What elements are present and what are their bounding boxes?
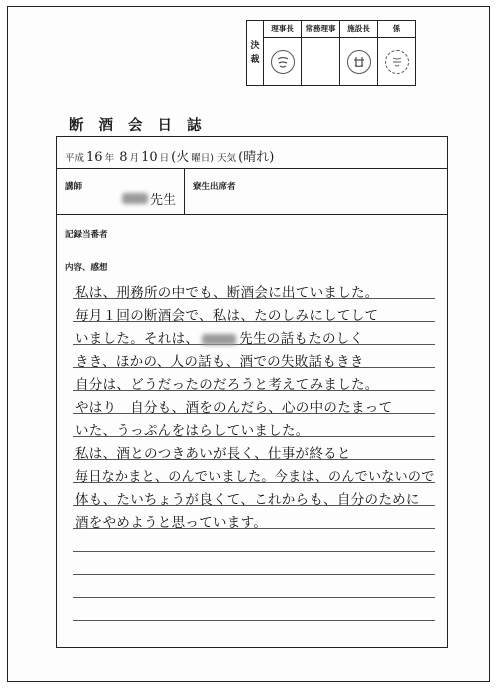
approval-header-executive-director: 常務理事 (302, 21, 339, 38)
content-label: 内容、感想 (65, 263, 108, 273)
journal-form (56, 136, 448, 648)
date-month-unit: 月 (129, 153, 140, 164)
ruled-line (73, 620, 435, 621)
approval-col-chairman (264, 21, 302, 85)
handwritten-line: きき、ほかの、人の話も、酒での失敗話もきき (75, 354, 364, 370)
approval-col-facility-director (340, 21, 378, 85)
date-row (57, 137, 447, 169)
handwritten-line: 体も、たいちょうが良くて、これからも、自分のために (75, 492, 420, 508)
date-year-unit: 年 (104, 153, 115, 164)
seal-stamp-icon (385, 50, 409, 74)
handwritten-text: いました。それは、 (75, 331, 200, 347)
approval-side-label-bottom: 裁 (250, 55, 260, 65)
handwritten-line: 自分は、どうだったのだろうと考えてみました。 (75, 377, 379, 393)
date-weekday-unit: 曜日) (191, 153, 214, 164)
handwritten-line: 酒をやめようと思っています。 (75, 515, 268, 531)
handwritten-line: 私は、酒とのつきあいが長く、仕事が終ると (75, 446, 351, 462)
handwritten-text: 先生の話もたのしく (239, 331, 364, 347)
handwritten-line: やはり 自分も、酒をのんだら、心の中のたまって (75, 400, 393, 416)
approval-header-facility-director: 施設長 (340, 21, 377, 38)
date-year: 16 (86, 150, 103, 165)
weather-value: (晴れ) (238, 150, 275, 165)
approval-side-label-top: 決 (250, 41, 260, 51)
attendees-label: 寮生出席者 (193, 182, 236, 192)
date-day-unit: 日 (159, 153, 170, 164)
seal-stamp-icon (347, 50, 371, 74)
weather-label: 天気 (217, 153, 237, 164)
date-era: 平成 (65, 153, 85, 164)
approval-col-staff (378, 21, 415, 85)
handwritten-line: 毎月１回の断酒会で、私は、たのしみにしてして (75, 308, 379, 324)
date-month: 8 (119, 150, 128, 165)
date-day: 10 (141, 150, 158, 165)
approval-col-executive-director (302, 21, 340, 85)
handwritten-line (75, 327, 363, 347)
seal-stamp-icon (271, 50, 295, 74)
teacher-cell (57, 169, 185, 214)
teacher-row (57, 169, 447, 215)
approval-header-chairman: 理事長 (264, 21, 301, 38)
ruled-line (73, 597, 435, 598)
approval-stamp-grid (246, 20, 416, 86)
handwritten-line: 毎日なかまと、のんでいました。今まは、のんでいないので (75, 469, 435, 485)
date-line (65, 146, 276, 165)
redacted-name (202, 334, 236, 345)
approval-header-staff: 係 (378, 21, 415, 38)
content-area (57, 215, 447, 647)
teacher-name-suffix: 先生 (149, 193, 176, 208)
ruled-line (73, 574, 435, 575)
teacher-label: 講師 (65, 182, 83, 192)
date-weekday: (火 (171, 150, 190, 165)
teacher-name (122, 189, 176, 208)
handwritten-line: 私は、刑務所の中でも、断酒会に出ていました。 (75, 285, 379, 301)
recorder-label: 記録当番者 (65, 230, 108, 240)
page-title: 断酒会日誌 (69, 117, 217, 134)
approval-side-label (247, 21, 264, 85)
ruled-line (73, 551, 435, 552)
redacted-name (122, 193, 148, 204)
handwritten-line: いた、うっぷんをはらしていました。 (75, 423, 310, 439)
